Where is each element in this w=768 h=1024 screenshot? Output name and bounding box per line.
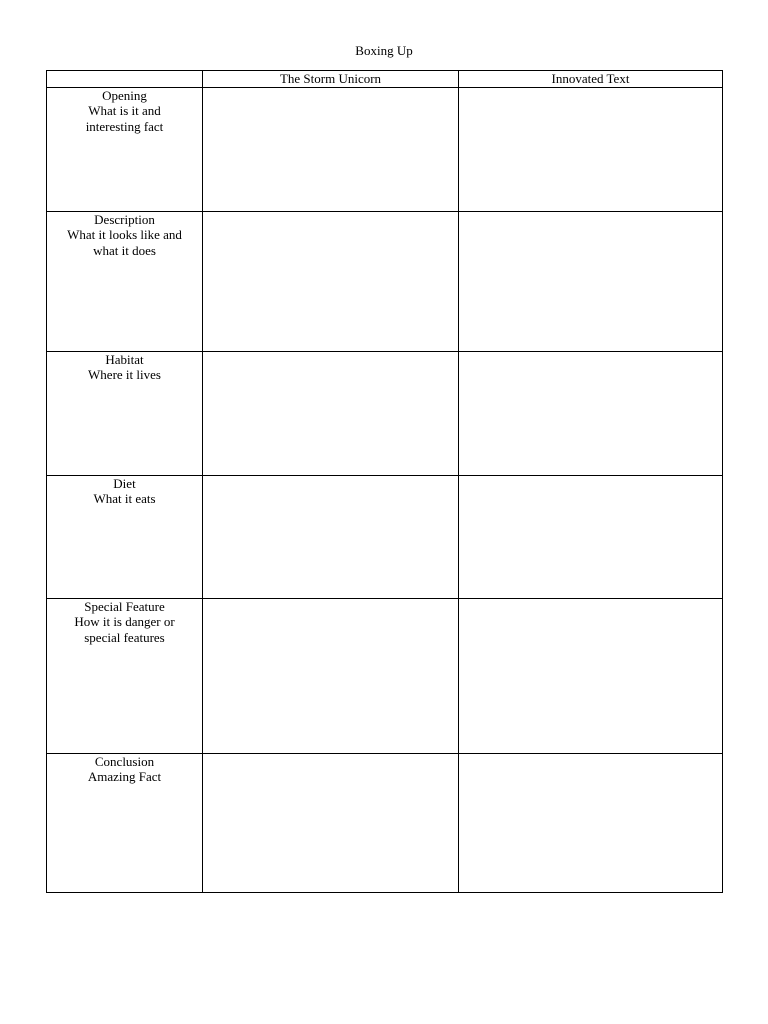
row-label-special-feature <box>47 598 203 753</box>
innovated-text-cell[interactable] <box>459 87 723 211</box>
innovated-text-cell[interactable] <box>459 753 723 892</box>
storm-unicorn-cell[interactable] <box>203 87 459 211</box>
header-cell-section <box>47 71 203 88</box>
table-row-habitat <box>47 351 723 475</box>
header-cell-storm-unicorn: The Storm Unicorn <box>203 71 459 88</box>
table-row-description <box>47 211 723 351</box>
row-label-prompt: special features <box>84 629 165 645</box>
row-label-prompt: What it looks like and <box>67 227 182 242</box>
storm-unicorn-cell[interactable] <box>203 351 459 475</box>
table-row-conclusion <box>47 753 723 892</box>
row-label-prompt: interesting fact <box>85 118 164 134</box>
innovated-text-cell[interactable] <box>459 351 723 475</box>
row-label-diet <box>47 475 203 598</box>
innovated-text-cell[interactable] <box>459 211 723 351</box>
row-label-prompt: Where it lives <box>88 367 161 382</box>
row-label-prompt: What is it and <box>88 103 161 118</box>
row-label-conclusion <box>47 753 203 892</box>
row-label-prompt: Amazing Fact <box>87 769 162 784</box>
header-cell-innovated-text: Innovated Text <box>459 71 723 88</box>
table-row-opening <box>47 87 723 211</box>
row-label-prompt: How it is danger or <box>74 614 175 629</box>
row-label-heading: Diet <box>113 475 136 491</box>
row-label-prompt: what it does <box>93 242 156 258</box>
storm-unicorn-cell[interactable] <box>203 753 459 892</box>
boxing-up-table <box>46 70 723 893</box>
innovated-text-cell[interactable] <box>459 598 723 753</box>
table-row-special-feature <box>47 598 723 753</box>
document-title: Boxing Up <box>355 43 413 58</box>
table-row-diet <box>47 475 723 598</box>
row-label-heading: Description <box>94 211 155 227</box>
header-row <box>47 71 723 88</box>
storm-unicorn-cell[interactable] <box>203 598 459 753</box>
row-label-heading: Habitat <box>105 351 144 367</box>
row-label-prompt: What it eats <box>93 491 156 506</box>
storm-unicorn-cell[interactable] <box>203 475 459 598</box>
row-label-heading: Special Feature <box>84 598 165 614</box>
row-label-habitat <box>47 351 203 475</box>
row-label-opening <box>47 87 203 211</box>
row-label-heading: Opening <box>102 87 147 103</box>
row-label-heading: Conclusion <box>94 753 155 769</box>
row-label-description <box>47 211 203 351</box>
storm-unicorn-cell[interactable] <box>203 211 459 351</box>
innovated-text-cell[interactable] <box>459 475 723 598</box>
